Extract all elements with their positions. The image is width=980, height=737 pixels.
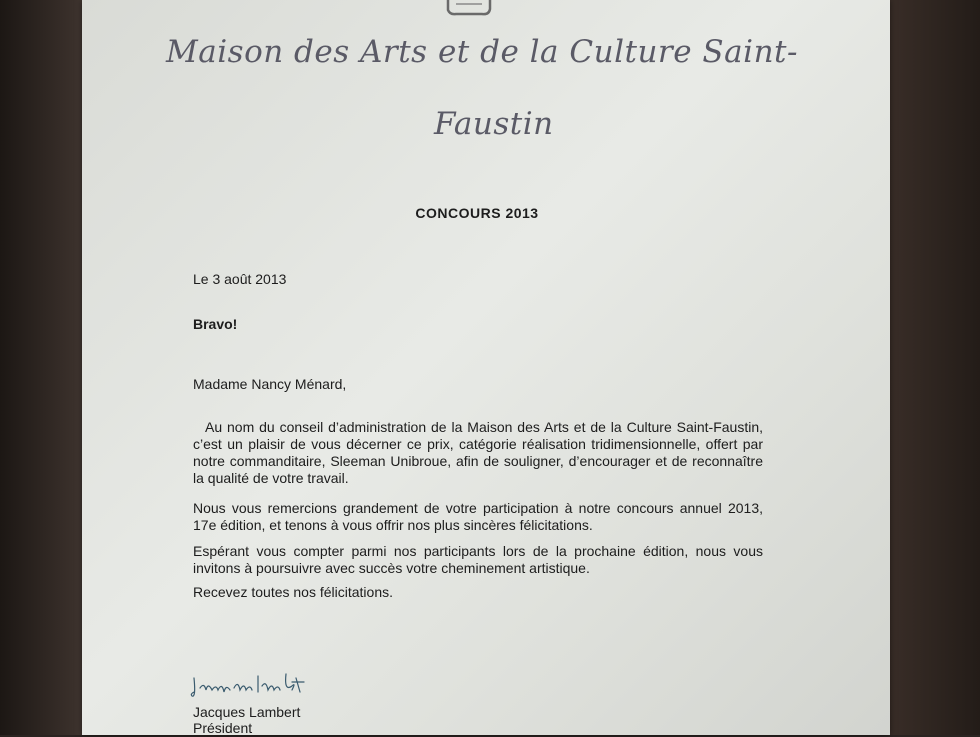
letter-exclamation: Bravo! [193,316,238,332]
signatory-title: Président [193,720,253,736]
body-paragraph-2: Nous vous remercions grandement de votre participation à notre concours annuel 2013, 17e édition, et tenons à vous offrir nos plus sincères félicitations. [193,500,763,533]
letter-salutation: Madame Nancy Ménard, [193,376,347,392]
letterhead-title-line-1: Maison des Arts et de la Culture Saint- [166,34,798,70]
letter-page [82,0,890,735]
handwritten-signature [188,668,308,704]
body-paragraph-3: Espérant vous compter parmi nos participants lors de la prochaine édition, nous vous invitons à poursuivre avec succès votre cheminement artistique. [193,543,763,576]
signatory-name: Jacques Lambert [193,704,301,720]
table-surface-left [0,0,92,735]
letter-date: Le 3 août 2013 [193,271,287,287]
letterhead-title-line-2: Faustin [434,106,554,142]
letter-heading: CONCOURS 2013 [415,205,539,221]
letter-closing: Recevez toutes nos félicitations. [193,584,393,600]
body-paragraph-1: Au nom du conseil d’administration de la Maison des Arts et de la Culture Saint-Faustin, c’est un plaisir de vous décerner ce prix, catégorie réalisation tridimensionnelle, offert par notre commanditaire, Sleeman Unibroue, afin de souligner, d’encourager et de reconnaître la qualité de votre travail. [193,419,763,486]
table-surface-right [880,0,980,735]
logo-fragment [444,0,494,16]
